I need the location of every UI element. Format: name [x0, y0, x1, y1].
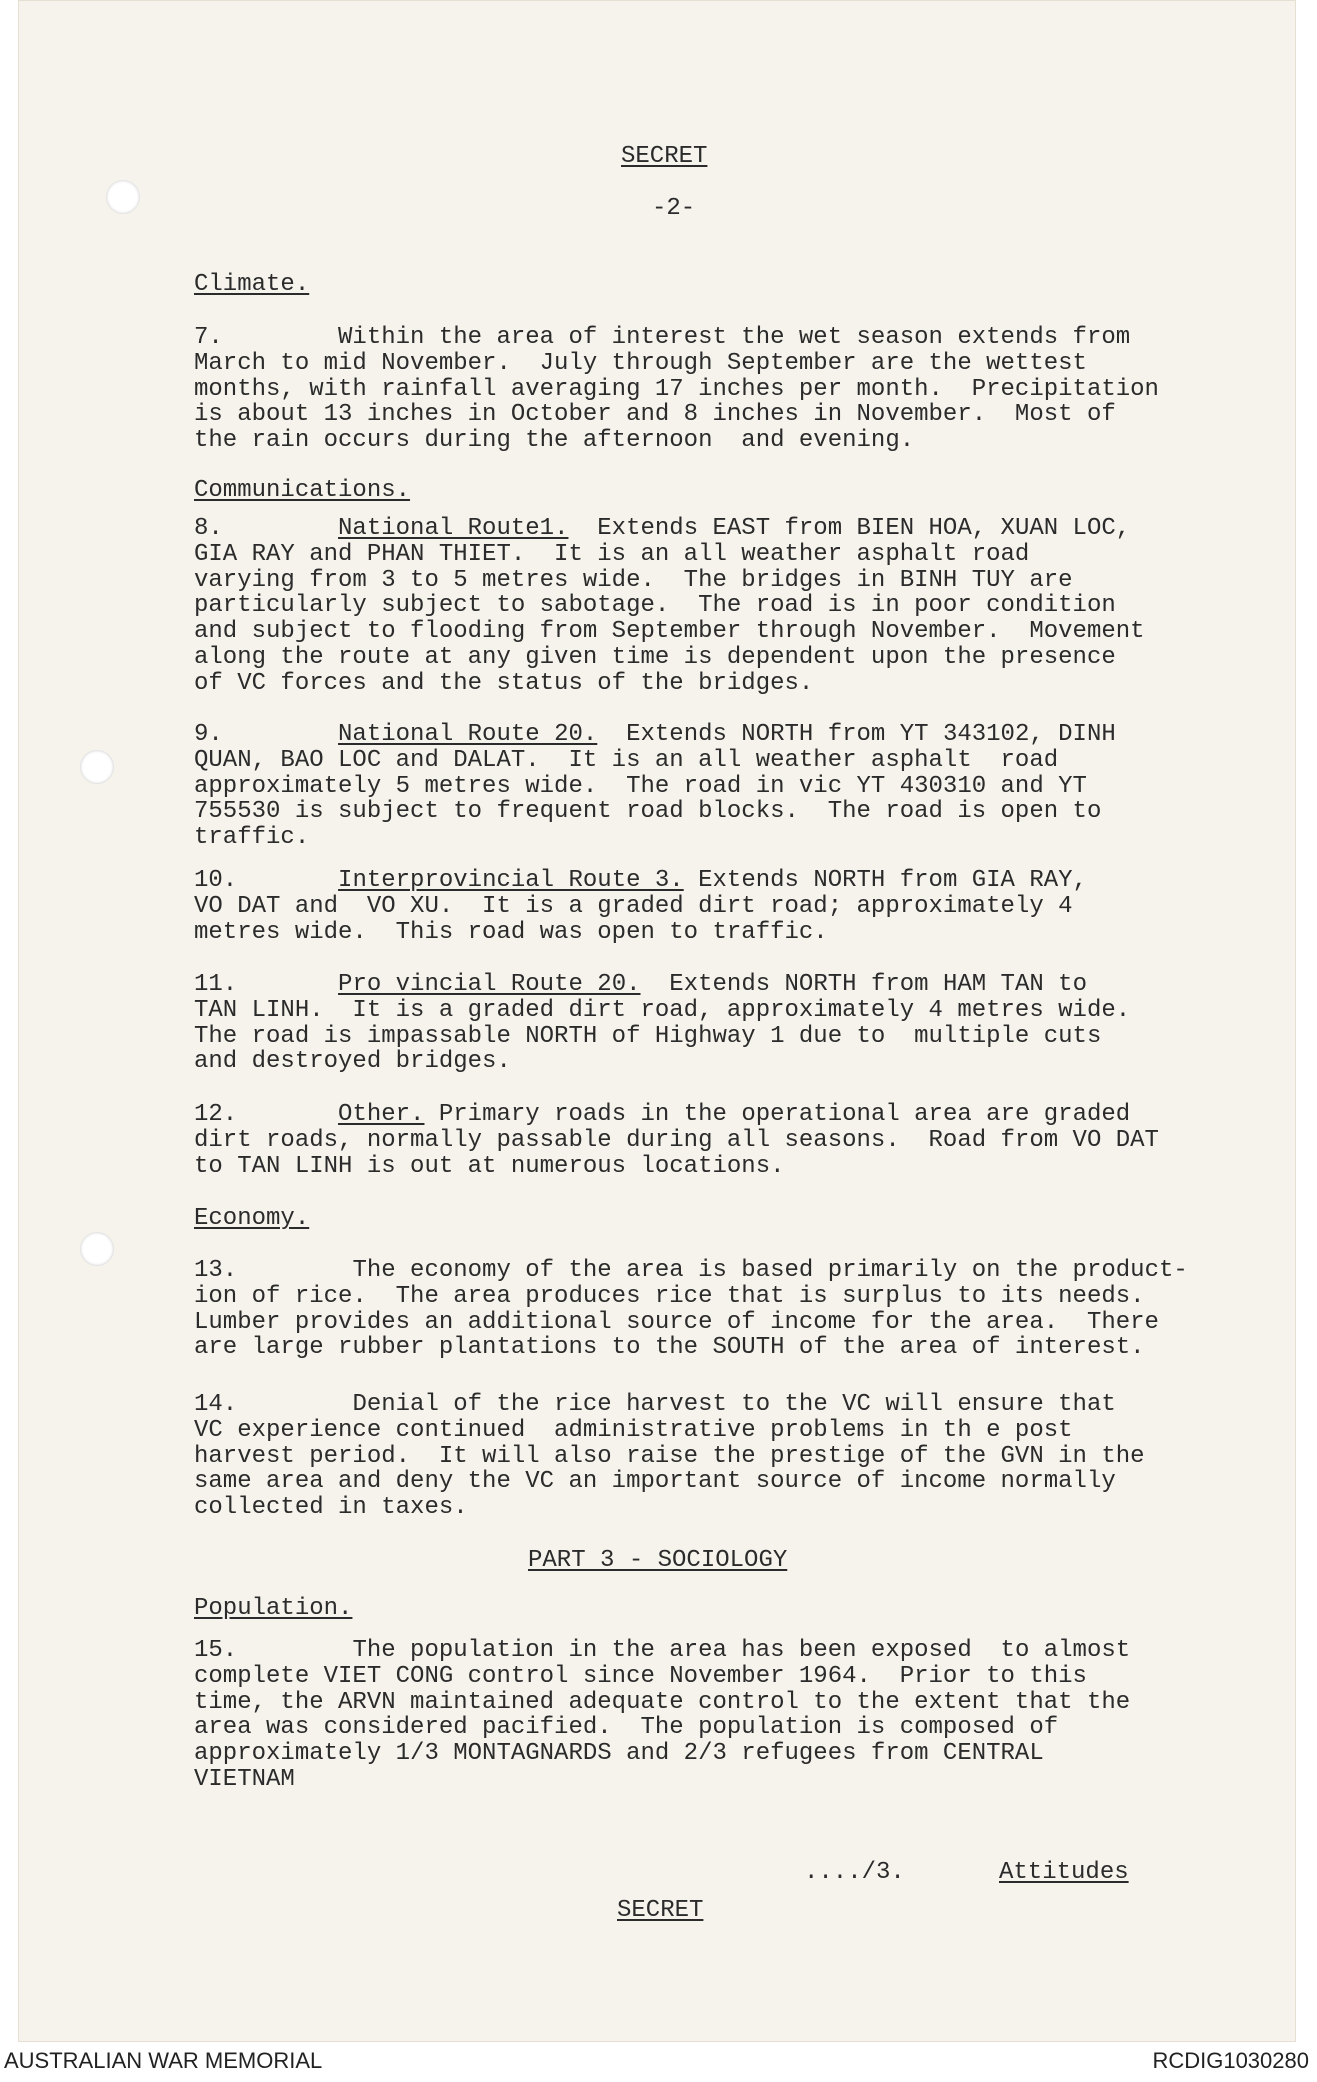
punch-hole-middle	[80, 750, 114, 784]
paragraph-number: 14.	[194, 1391, 238, 1418]
page-number: -2-	[652, 195, 696, 222]
paragraph-13: 13. The economy of the area is based primarily on the product- ion of rice. The area produces rice that is surplus to its needs. Lumber provides an additional source of income for the area. There are large rubber plantations to the SOUTH of the area of interest.	[194, 1257, 1188, 1362]
paragraph-number: 13.	[194, 1257, 238, 1284]
paragraph-number: 9.	[194, 721, 223, 748]
punch-hole-top	[106, 180, 140, 214]
paragraph-title: National Route1.	[338, 515, 569, 542]
punch-hole-lower	[80, 1232, 114, 1266]
paragraph-number: 10.	[194, 867, 238, 894]
paragraph-8: 8. National Route1. Extends EAST from BIEN HOA, XUAN LOC, GIA RAY and PHAN THIET. It is an all weather asphalt road varying from 3 to 5 metres wide. The bridges in BINH TUY are particularly subject to sabotage. The road is in poor condition and subject to flooding from September through November. Movement along the route at any given time is dependent upon the presence of VC forces and the status of the bridges.	[194, 515, 1145, 697]
paragraph-title: National Route 20.	[338, 721, 598, 748]
section-heading-communications: Communications.	[194, 477, 411, 504]
paragraph-12: 12. Other. Primary roads in the operational area are graded dirt roads, normally passable during all seasons. Road from VO DAT to TAN LINH is out at numerous locations.	[194, 1101, 1159, 1180]
paragraph-title: Other.	[338, 1101, 425, 1128]
paragraph-title: Interprovincial Route 3.	[338, 867, 684, 894]
section-heading-economy: Economy.	[194, 1205, 310, 1232]
continuation-page-ref: ..../3.	[804, 1859, 905, 1886]
paragraph-10: 10. Interprovincial Route 3. Extends NORTH from GIA RAY, VO DAT and VO XU. It is a graded dirt road; approximately 4 metres wide. This road was open to traffic.	[194, 867, 1087, 946]
part-heading: PART 3 - SOCIOLOGY	[528, 1547, 788, 1574]
paragraph-9: 9. National Route 20. Extends NORTH from YT 343102, DINH QUAN, BAO LOC and DALAT. It is an all weather asphalt road approximately 5 metres wide. The road in vic YT 430310 and YT 755530 is subject to frequent road blocks. The road is open to traffic.	[194, 721, 1116, 852]
paragraph-7: 7. Within the area of interest the wet season extends from March to mid November. July through September are the wettest months, with rainfall averaging 17 inches per month. Precipitation is about 13 inches in October and 8 inches in November. Most of the rain occurs during the afternoon and evening.	[194, 324, 1159, 455]
paragraph-number: 7.	[194, 324, 223, 351]
classification-footer: SECRET	[617, 1897, 704, 1924]
catchword: Attitudes	[999, 1859, 1129, 1886]
paragraph-number: 12.	[194, 1101, 238, 1128]
classification-header: SECRET	[621, 143, 708, 170]
paragraph-14: 14. Denial of the rice harvest to the VC will ensure that VC experience continued administrative problems in th e post harvest period. It will also raise the prestige of the GVN in the same area and deny the VC an important source of income normally collected in taxes.	[194, 1391, 1145, 1522]
paragraph-number: 8.	[194, 515, 223, 542]
paragraph-number: 15.	[194, 1637, 238, 1664]
paragraph-11: 11. Pro vincial Route 20. Extends NORTH from HAM TAN to TAN LINH. It is a graded dirt road, approximately 4 metres wide. The road is impassable NORTH of Highway 1 due to multiple cuts and destroyed bridges.	[194, 971, 1131, 1076]
paragraph-15: 15. The population in the area has been exposed to almost complete VIET CONG control since November 1964. Prior to this time, the ARVN maintained adequate control to the extent that the area was considered pacified. The population is composed of approximately 1/3 MONTAGNARDS and 2/3 refugees from CENTRAL VIETNAM	[194, 1637, 1131, 1793]
section-heading-population: Population.	[194, 1595, 353, 1622]
section-heading-climate: Climate.	[194, 271, 310, 298]
paragraph-title: Pro vincial Route 20.	[338, 971, 641, 998]
archive-institution: AUSTRALIAN WAR MEMORIAL	[4, 2048, 323, 2073]
archive-record-id: RCDIG1030280	[1152, 2048, 1309, 2073]
document-page	[18, 0, 1296, 2042]
paragraph-number: 11.	[194, 971, 238, 998]
